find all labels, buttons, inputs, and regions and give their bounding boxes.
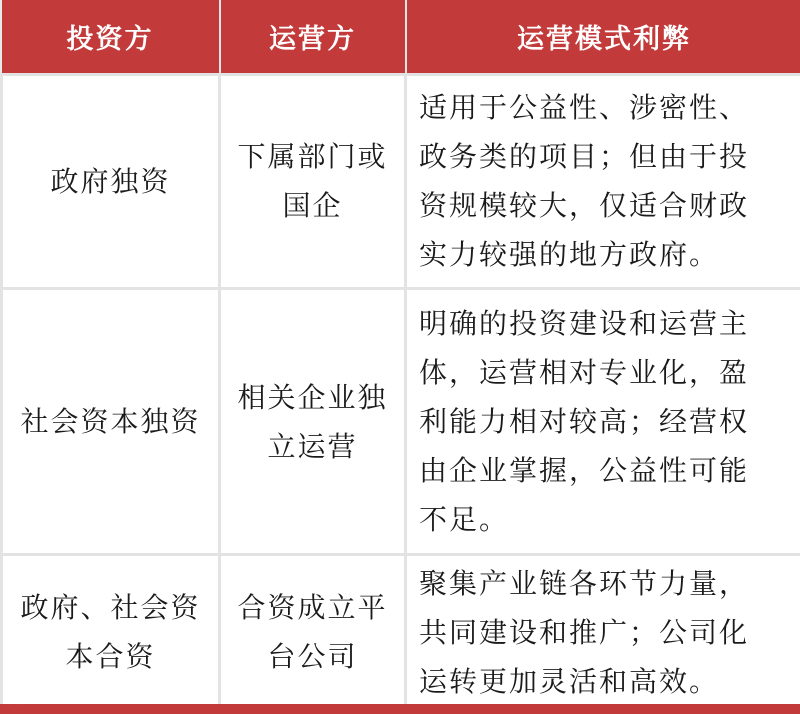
operator-line: 台公司 — [267, 640, 358, 674]
table-row — [2, 289, 800, 555]
pros-cons-cell — [406, 289, 800, 555]
operator-line: 相关企业独 — [237, 380, 388, 414]
operator-line: 合资成立平 — [237, 591, 388, 625]
operator-cell — [220, 554, 406, 710]
table-row — [2, 74, 800, 289]
operator-line: 立运营 — [267, 429, 358, 463]
header-operator: 运营方 — [220, 0, 406, 74]
pros-cons-line: 不足。 — [419, 503, 510, 537]
header-investor: 投资方 — [2, 0, 220, 74]
operator-cell — [220, 289, 406, 555]
operator-cell — [220, 74, 406, 289]
pros-cons-line: 政务类的项目；但由于投 — [419, 140, 750, 174]
operator-line: 下属部门或 — [237, 140, 388, 174]
investor-line: 政府、社会资 — [20, 591, 201, 625]
investor-text: 社会资本独资 — [20, 405, 201, 439]
pros-cons-line: 利能力相对较高；经营权 — [419, 405, 750, 439]
bottom-accent-bar — [0, 704, 800, 714]
pros-cons-line: 明确的投资建设和运营主 — [419, 307, 750, 341]
pros-cons-line: 实力较强的地方政府。 — [419, 238, 720, 272]
pros-cons-line: 体，运营相对专业化，盈 — [419, 356, 750, 390]
pros-cons-line: 适用于公益性、涉密性、 — [419, 91, 750, 125]
investor-line: 本合资 — [65, 640, 156, 674]
pros-cons-line: 运转更加灵活和高效。 — [419, 664, 720, 698]
header-row — [2, 0, 800, 74]
pros-cons-cell — [406, 554, 800, 710]
pros-cons-line: 资规模较大，仅适合财政 — [419, 189, 750, 223]
pros-cons-cell — [406, 74, 800, 289]
table-row — [2, 554, 800, 710]
pros-cons-line: 共同建设和推广；公司化 — [419, 615, 750, 649]
table-header — [2, 0, 800, 74]
investor-cell — [2, 74, 220, 289]
operator-line: 国企 — [282, 189, 343, 223]
pros-cons-line: 由企业掌握，公益性可能 — [419, 454, 750, 488]
header-pros-cons: 运营模式利弊 — [406, 0, 800, 74]
investor-text: 政府独资 — [50, 164, 171, 198]
pros-cons-line: 聚集产业链各环节力量， — [419, 566, 750, 600]
watermark: 大数跨境 — [8, 692, 65, 707]
investor-cell — [2, 289, 220, 555]
table-body — [2, 74, 800, 711]
